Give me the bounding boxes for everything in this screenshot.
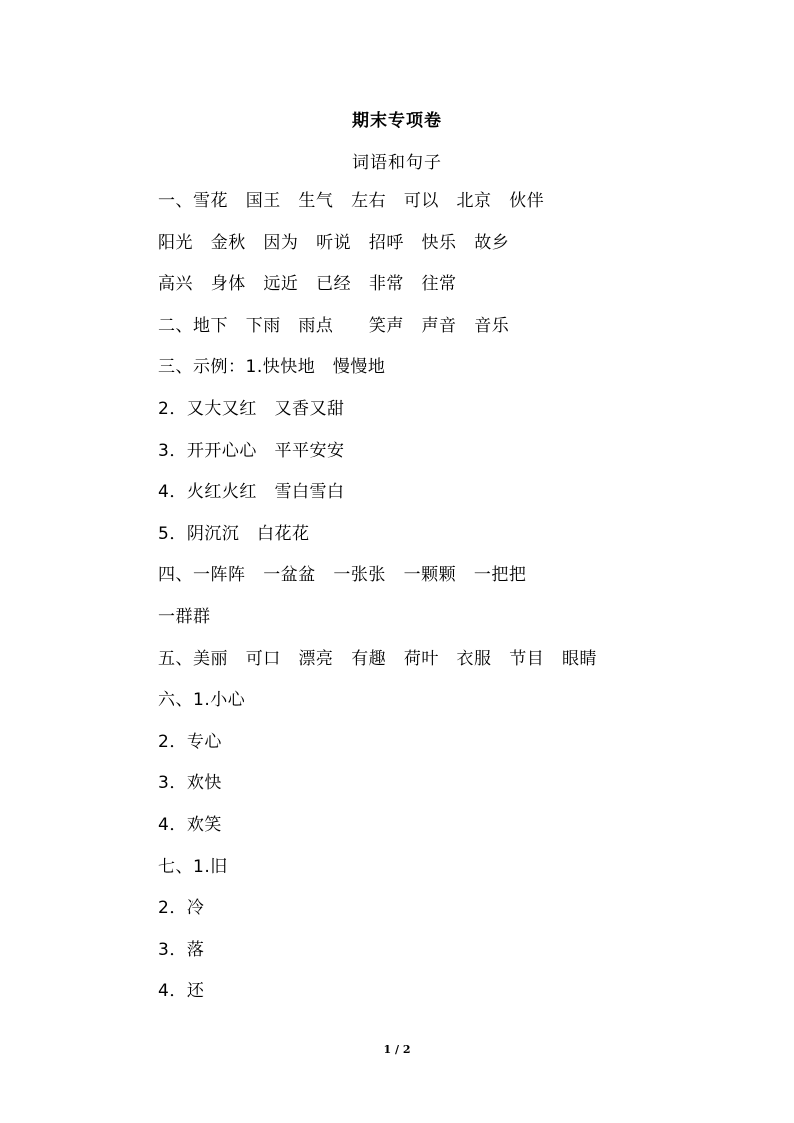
answer-line-section-1-row-3: 高兴 身体 远近 已经 非常 往常 [158, 274, 457, 295]
answer-line-section-6-item-2: 2．专心 [158, 731, 222, 752]
answer-line-section-5: 五、美丽 可口 漂亮 有趣 荷叶 衣服 节目 眼睛 [158, 648, 597, 669]
answer-line-section-4-row-2: 一群群 [158, 606, 211, 627]
answer-line-section-3-item-3: 3．开开心心 平平安安 [158, 440, 345, 461]
answer-line-section-3-item-5: 5．阴沉沉 白花花 [158, 523, 310, 544]
answer-line-section-2: 二、地下 下雨 雨点 笑声 声音 音乐 [158, 315, 510, 336]
answer-line-section-6-item-3: 3．欢快 [158, 773, 222, 794]
answer-line-section-7-item-2: 2．冷 [158, 898, 205, 919]
answer-line-section-3-item-2: 2．又大又红 又香又甜 [158, 398, 345, 419]
answer-line-section-4-row-1: 四、一阵阵 一盆盆 一张张 一颗颗 一把把 [158, 565, 527, 586]
answer-line-section-3-item-1: 三、示例：1.快快地 慢慢地 [158, 357, 386, 378]
page-number: 1 / 2 [383, 1043, 411, 1056]
answer-line-section-1-row-1: 一、雪花 国王 生气 左右 可以 北京 伙伴 [158, 191, 545, 211]
answer-line-section-7-item-4: 4．还 [158, 981, 205, 1002]
answer-line-section-3-item-4: 4．火红火红 雪白雪白 [158, 482, 345, 503]
answer-line-section-6-item-1: 六、1.小心 [158, 690, 246, 711]
answer-line-section-6-item-4: 4．欢笑 [158, 814, 222, 835]
answer-line-section-7-item-1: 七、1.旧 [158, 856, 228, 877]
answer-line-section-1-row-2: 阳光 金秋 因为 听说 招呼 快乐 故乡 [158, 232, 510, 253]
page-subtitle: 词语和句子 [352, 153, 442, 173]
answer-list [158, 190, 718, 1022]
answer-line-section-7-item-3: 3．落 [158, 939, 205, 960]
page-title: 期末专项卷 [352, 111, 442, 131]
